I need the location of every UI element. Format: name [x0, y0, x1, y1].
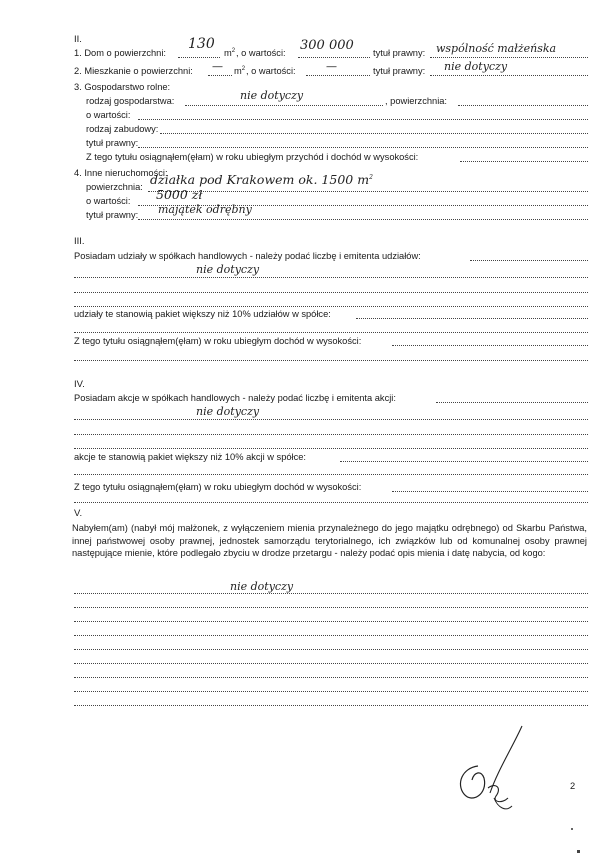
inne-tytul-value: majątek odrębny [158, 203, 252, 216]
dom-value-line [298, 57, 370, 58]
section-iv-pakiet: akcje te stanowią pakiet większy niż 10% akcji w spółce: [74, 452, 307, 462]
section-iv-line-1 [74, 419, 588, 420]
inne-label: 4. Inne nieruchomości: [74, 168, 168, 178]
gospodarstwo-rodzaj-line [185, 105, 383, 106]
section-v-line-5 [74, 649, 588, 650]
mieszkanie-title-value: nie dotyczy [444, 60, 508, 73]
gospodarstwo-label: 3. Gospodarstwo rolne: [74, 82, 171, 92]
mieszkanie-value: — [326, 60, 337, 73]
section-iii-intro: Posiadam udziały w spółkach handlowych - należy podać liczbę i emitenta udziałów: [74, 251, 421, 261]
dom-title-label: tytuł prawny: [373, 48, 426, 58]
section-v-line-9 [74, 705, 588, 706]
section-v-line-4 [74, 635, 588, 636]
signature-mark [450, 718, 530, 818]
section-v-text: Nabyłem(am) (nabył mój małżonek, z wyłączeniem mienia przynależnego do jego majątku odrębnego) od Skarbu Państwa, innej państwowej osoby prawnej, jednostek samorządu terytorialnego, ich związków lub od komunalnej osoby prawnej następujące mienie, które podlegało zbyciu w drodze przetargu - należy podać opis mienia i datę nabycia, od kogo: [72, 523, 587, 558]
gospodarstwo-dochod-line [460, 161, 588, 162]
scan-speck [577, 850, 580, 853]
section-iv-heading: IV. [74, 379, 85, 390]
mieszkanie-unit: $m^2$ [234, 65, 246, 76]
section-v-line-1 [74, 593, 588, 594]
gospodarstwo-pow-line [458, 105, 588, 106]
section-iv-line-5 [74, 502, 588, 503]
dom-value: 300 000 [300, 38, 354, 53]
page-number: 2 [570, 781, 576, 791]
dom-area-value: 130 [188, 36, 215, 52]
mieszkanie-label: 2. Mieszkanie o powierzchni: [74, 66, 193, 76]
gospodarstwo-zabudowy-label: rodzaj zabudowy: [86, 124, 159, 134]
inne-pow-label: powierzchnia: [86, 182, 143, 192]
gospodarstwo-zabudowy-line [160, 133, 588, 134]
gospodarstwo-rodzaj-value: nie dotyczy [240, 89, 304, 102]
section-v-line-2 [74, 607, 588, 608]
section-v-line-7 [74, 677, 588, 678]
inne-tytul-label: tytuł prawny: [86, 210, 139, 220]
inne-tytul-line [138, 219, 588, 220]
gospodarstwo-pow-label: , powierzchnia: [385, 96, 448, 106]
section-iii-pakiet: udziały te stanowią pakiet większy niż 10% udziałów w spółce: [74, 309, 331, 319]
scan-speck [571, 828, 573, 830]
section-iii-answer: nie dotyczy [196, 263, 260, 276]
dom-title-value: wspólność małżeńska [436, 42, 557, 55]
section-iii-heading: III. [74, 236, 85, 247]
section-iv-pakiet-line [340, 461, 588, 462]
dom-unit: $m^2$ [224, 47, 236, 58]
section-iv-answer: nie dotyczy [196, 405, 260, 418]
section-iii-line-4 [74, 332, 588, 333]
section-v-answer: nie dotyczy [230, 580, 294, 593]
dom-title-line [430, 57, 588, 58]
gospodarstwo-tytul-label: tytuł prawny: [86, 138, 139, 148]
section-iv-line-4 [74, 474, 588, 475]
section-iii-dochod-line [392, 345, 588, 346]
inne-pow-value: działka pod Krakowem ok. 1500 $m^2$ [150, 172, 373, 187]
gospodarstwo-wartosc-line [138, 119, 588, 120]
section-iv-intro: Posiadam akcje w spółkach handlowych - należy podać liczbę i emitenta akcji: [74, 393, 396, 403]
gospodarstwo-tytul-line [138, 147, 588, 148]
section-iv-dochod: Z tego tytułu osiągnąłem(ęłam) w roku ubiegłym dochód w wysokości: [74, 482, 362, 492]
section-v-heading: V. [74, 508, 83, 519]
section-iii-dochod: Z tego tytułu osiągnąłem(ęłam) w roku ubiegłym dochód w wysokości: [74, 336, 362, 346]
section-ii-heading: II. [74, 34, 82, 45]
gospodarstwo-rodzaj-label: rodzaj gospodarstwa: [86, 96, 175, 106]
section-v-line-8 [74, 691, 588, 692]
dom-value-label: , o wartości: [236, 48, 286, 58]
mieszkanie-area-line [208, 75, 232, 76]
section-iii-line-5 [74, 360, 588, 361]
section-iv-line-2 [74, 434, 588, 435]
mieszkanie-value-label: , o wartości: [246, 66, 296, 76]
dom-label: 1. Dom o powierzchni: [74, 48, 166, 58]
section-iii-line-1 [74, 277, 588, 278]
section-iv-dochod-line [392, 491, 588, 492]
section-v-line-6 [74, 663, 588, 664]
inne-wartosc-value: 5000 zł [156, 187, 203, 202]
gospodarstwo-wartosc-label: o wartości: [86, 110, 131, 120]
section-iii-line-2 [74, 292, 588, 293]
dom-area-line [178, 57, 220, 58]
gospodarstwo-dochod-label: Z tego tytułu osiągnąłem(ęłam) w roku ubiegłym przychód i dochód w wysokości: [86, 152, 419, 162]
section-iv-line-3 [74, 448, 588, 449]
mieszkanie-title-line [430, 75, 588, 76]
section-v-line-3 [74, 621, 588, 622]
inne-pow-line [148, 191, 588, 192]
section-iii-pakiet-line [356, 318, 588, 319]
mieszkanie-title-label: tytuł prawny: [373, 66, 426, 76]
section-iv-intro-line [436, 402, 588, 403]
mieszkanie-area-value: — [212, 60, 223, 73]
inne-wartosc-label: o wartości: [86, 196, 131, 206]
section-iii-line-3 [74, 306, 588, 307]
mieszkanie-value-line [306, 75, 370, 76]
section-iii-intro-line [470, 260, 588, 261]
